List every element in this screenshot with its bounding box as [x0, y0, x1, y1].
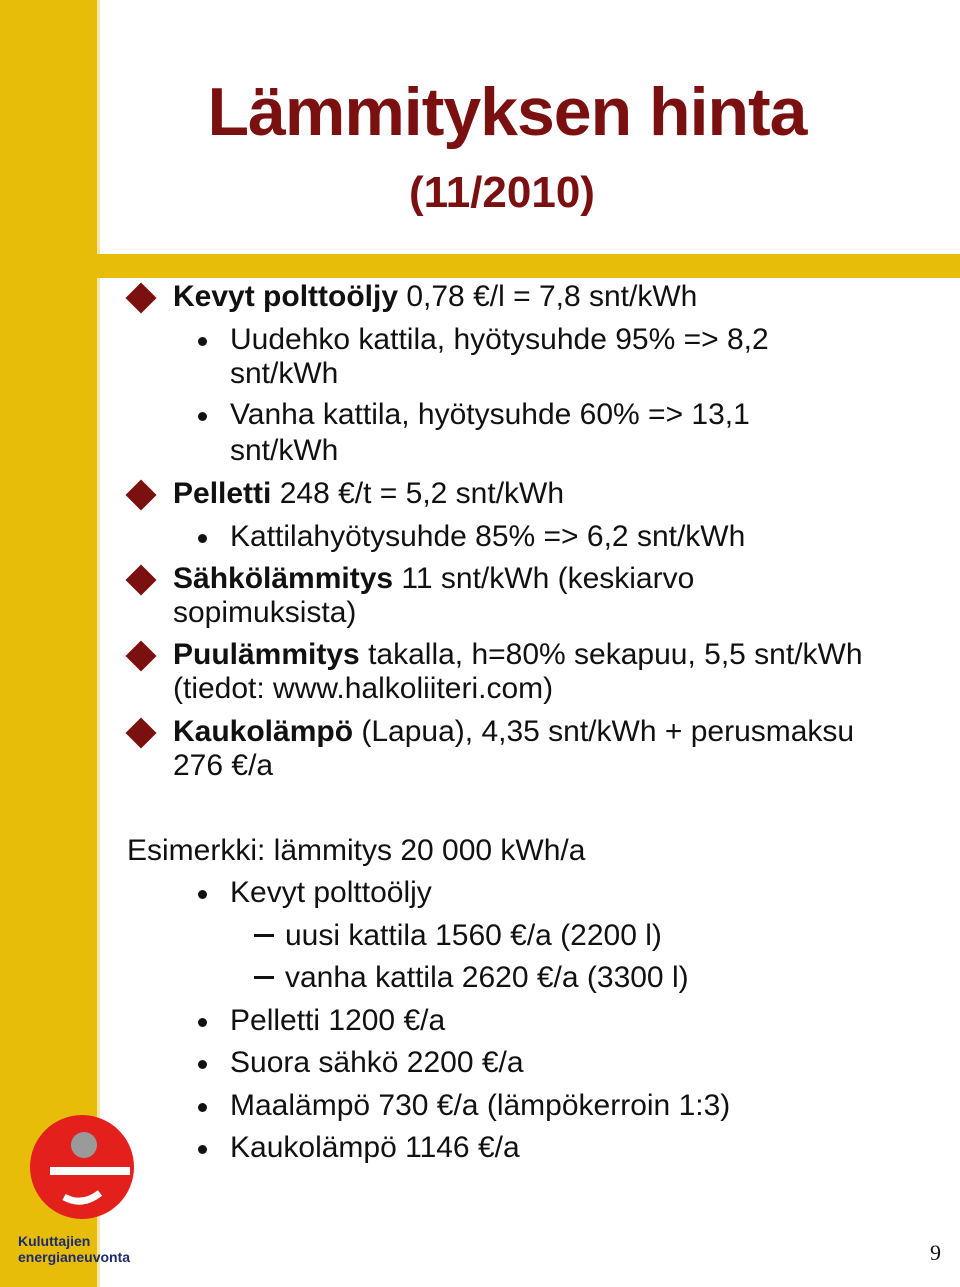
- sub-item-old-boiler: Vanha kattila, hyötysuhde 60% => 13,1: [230, 398, 750, 431]
- bullet-dot-icon: [198, 890, 207, 899]
- diamond-bullet-icon: [125, 717, 156, 748]
- logo-line-2: energianeuvonta: [18, 1249, 131, 1265]
- diamond-bullet-icon: [125, 564, 156, 595]
- example-heading: Esimerkki: lämmitys 20 000 kWh/a: [127, 834, 586, 867]
- list-item-wood-cont: (tiedot: www.halkoliiteri.com): [173, 672, 554, 705]
- diamond-bullet-icon: [125, 640, 156, 671]
- energy-advice-logo-icon: [22, 1105, 137, 1225]
- slide-title: Lämmityksen hinta: [207, 74, 807, 150]
- bullet-dot-icon: [198, 1018, 207, 1027]
- bullet-dot-icon: [198, 1060, 207, 1069]
- list-item-pellet: Pelletti 248 €/t = 5,2 snt/kWh: [173, 477, 565, 510]
- example-oil-new: uusi kattila 1560 €/a (2200 l): [285, 919, 662, 952]
- sub-item-pellet-boiler: Kattilahyötysuhde 85% => 6,2 snt/kWh: [230, 520, 746, 553]
- example-ground-heat: Maalämpö 730 €/a (lämpökerroin 1:3): [230, 1089, 731, 1122]
- dash-bullet-icon: [254, 976, 274, 979]
- bullet-dot-icon: [198, 1145, 207, 1154]
- bullet-dot-icon: [198, 337, 207, 346]
- diamond-bullet-icon: [125, 479, 156, 510]
- list-item-electric-cont: sopimuksista): [173, 596, 357, 629]
- example-oil-old: vanha kattila 2620 €/a (3300 l): [285, 961, 689, 994]
- page-number: 9: [930, 1240, 941, 1265]
- list-item-electric: Sähkölämmitys 11 snt/kWh (keskiarvo: [173, 562, 695, 595]
- list-item-oil: Kevyt polttoöljy 0,78 €/l = 7,8 snt/kWh: [173, 280, 698, 313]
- example-district: Kaukolämpö 1146 €/a: [230, 1131, 520, 1164]
- diamond-bullet-icon: [125, 282, 156, 313]
- example-pellet: Pelletti 1200 €/a: [230, 1004, 446, 1037]
- bullet-dot-icon: [198, 412, 207, 421]
- sub-item-new-boiler: Uudehko kattila, hyötysuhde 95% => 8,2: [230, 323, 769, 356]
- example-oil: Kevyt polttoöljy: [230, 876, 432, 909]
- example-electric: Suora sähkö 2200 €/a: [230, 1046, 524, 1079]
- bullet-dot-icon: [198, 1103, 207, 1112]
- logo-wordmark: [18, 1233, 130, 1265]
- list-item-wood: Puulämmitys takalla, h=80% sekapuu, 5,5 snt/kWh: [173, 638, 863, 671]
- dash-bullet-icon: [254, 934, 274, 937]
- bullet-dot-icon: [198, 534, 207, 543]
- list-item-district: Kaukolämpö (Lapua), 4,35 snt/kWh + perusmaksu: [173, 715, 855, 748]
- sub-item-old-boiler-cont: snt/kWh: [230, 434, 339, 467]
- sub-item-new-boiler-cont: snt/kWh: [230, 357, 339, 390]
- list-item-district-cont: 276 €/a: [173, 749, 274, 782]
- logo-line-1: Kuluttajien: [18, 1233, 91, 1249]
- slide-subtitle: (11/2010): [409, 168, 595, 217]
